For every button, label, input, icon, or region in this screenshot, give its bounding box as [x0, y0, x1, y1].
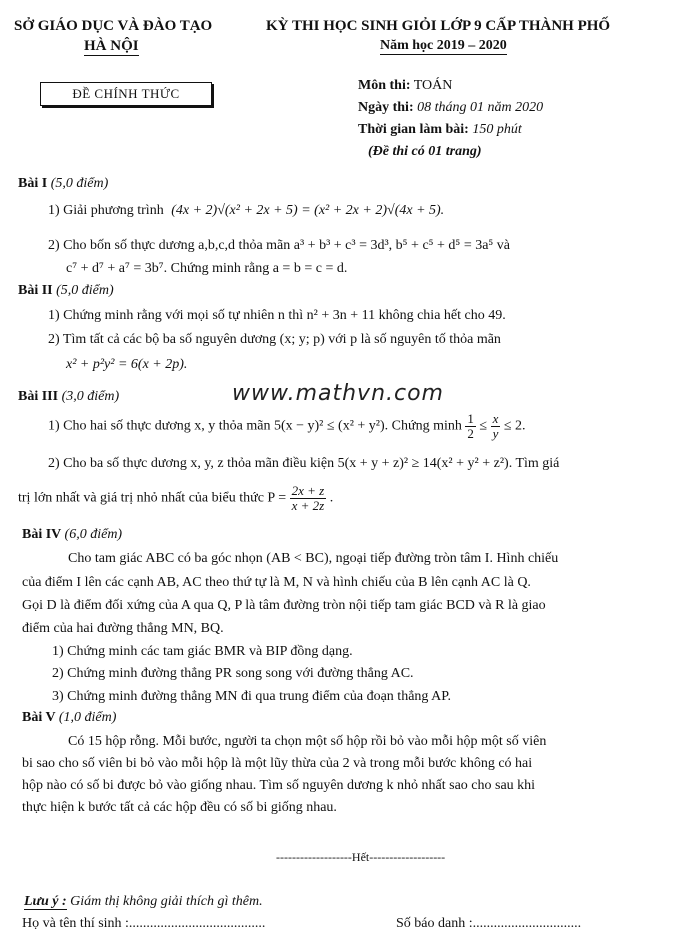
subject-value: TOÁN [413, 78, 453, 93]
date-label: Ngày thi: [358, 100, 414, 115]
section-2-question-1: 1) Chứng minh rằng với mọi số tự nhiên n thì n² + 3n + 11 không chia hết cho 49. [48, 308, 506, 323]
section-5-title: Bài V [22, 710, 56, 725]
fraction-denominator: x + 2z [291, 498, 325, 513]
fraction-denominator: 2 [467, 426, 474, 441]
section-4-title: Bài IV [22, 527, 62, 542]
fraction-denominator: y [492, 426, 499, 441]
note-text: Giám thị không giải thích gì thêm. [70, 894, 263, 909]
section-1-points: (5,0 điểm) [50, 176, 109, 191]
section-5-points: (1,0 điểm) [58, 710, 117, 725]
date-value: 08 tháng 01 năm 2020 [417, 100, 544, 115]
subject-label: Môn thi: [358, 78, 411, 93]
end-mark: -------------------Hết------------------- [276, 850, 446, 864]
school-year: Năm học 2019 – 2020 [380, 38, 507, 53]
section-1-question-2-line-1: 2) Cho bốn số thực dương a,b,c,d thỏa mãn a³ + b³ + c³ = 3d³, b⁵ + c⁵ + d⁵ = 3a⁵ và [48, 238, 511, 253]
time-line [358, 122, 522, 138]
section-2-question-2-line-2: x² + p²y² = 6(x + 2p). [66, 357, 188, 372]
question-1-1-text: 1) Giải phương trình [48, 203, 164, 218]
sentence-end: . [329, 490, 334, 506]
section-5-line-2: bi sao cho số viên bi bỏ vào mỗi hộp là một lũy thừa của 2 và trong mỗi bước không có hai [22, 756, 533, 771]
note-label: Lưu ý : [24, 894, 67, 909]
section-4-question-3: 3) Chứng minh đường thẳng MN đi qua trung điểm của đoạn thẳng AP. [52, 689, 451, 704]
section-5-heading [22, 710, 116, 726]
fraction-numerator: 1 [467, 411, 474, 426]
time-value: 150 phút [472, 122, 522, 137]
fraction-p [290, 484, 327, 513]
section-5-line-3: hộp nào có số bi được bỏ vào giống nhau. Tìm số nguyên dương k nhỏ nhất sao cho sau khi [22, 778, 536, 793]
fraction-one-half [465, 412, 476, 441]
section-1-question-2-line-2: c⁷ + d⁷ + a⁷ = 3b⁷. Chứng minh rằng a = b = c = d. [66, 261, 348, 276]
section-2-question-2-line-1: 2) Tìm tất cả các bộ ba số nguyên dương (x; y; p) với p là số nguyên tố thỏa mãn [48, 332, 501, 347]
section-1-question-1 [48, 203, 444, 219]
section-4-paragraph-line-2: của điểm I lên các cạnh AB, AC theo thứ tự là M, N và hình chiếu của B lên cạnh AC là Q. [22, 575, 531, 590]
exam-title: KỲ THI HỌC SINH GIỎI LỚP 9 CẤP THÀNH PHỐ [266, 18, 611, 34]
section-3-question-1 [48, 412, 526, 441]
watermark: www.mathvn.com [232, 381, 444, 406]
section-4-paragraph-line-3: Gọi D là điểm đối xứng của A qua Q, P là tâm đường tròn nội tiếp tam giác BCD và R là giao [22, 598, 546, 613]
section-3-heading [18, 389, 119, 405]
section-4-paragraph-line-4: điểm của hai đường thẳng MN, BQ. [22, 621, 224, 636]
city-name: HÀ NỘI [84, 38, 139, 54]
official-label: ĐỀ CHÍNH THỨC [72, 86, 180, 101]
date-line [358, 100, 543, 116]
section-5-line-4: thực hiện k bước tất cả các hộp đều có số bi giống nhau. [22, 800, 337, 815]
section-4-heading [22, 527, 122, 543]
section-3-title: Bài III [18, 389, 59, 404]
section-3-question-2-line-1: 2) Cho ba số thực dương x, y, z thỏa mãn điều kiện 5(x + y + z)² ≥ 14(x² + y² + z²). Tìm giá [48, 456, 560, 471]
section-4-paragraph-line-1: Cho tam giác ABC có ba góc nhọn (AB < BC), ngoại tiếp đường tròn tâm I. Hình chiếu [68, 551, 559, 566]
section-2-points: (5,0 điểm) [56, 283, 114, 298]
footer-note [24, 894, 263, 910]
section-1-heading [18, 176, 108, 192]
section-2-heading [18, 283, 114, 299]
section-4-question-2: 2) Chứng minh đường thẳng PR song song với đường thẳng AC. [52, 666, 414, 681]
official-badge [40, 82, 212, 106]
section-4-points: (6,0 điểm) [64, 527, 123, 542]
subject-line [358, 78, 452, 94]
fraction-x-over-y [491, 412, 501, 441]
pages-note: (Đề thi có 01 trang) [368, 144, 482, 159]
question-1-1-math: (4x + 2)√(x² + 2x + 5) = (x² + 2x + 2)√(4x + 5). [171, 203, 445, 218]
inequality-tail: ≤ 2. [503, 418, 526, 434]
fraction-numerator: x [492, 411, 499, 426]
section-4-question-1: 1) Chứng minh các tam giác BMR và BIP đồng dạng. [52, 644, 353, 659]
section-5-line-1: Có 15 hộp rỗng. Mỗi bước, người ta chọn một số hộp rồi bỏ vào mỗi hộp một số viên [68, 734, 547, 749]
section-2-title: Bài II [18, 283, 53, 298]
question-3-2-text: trị lớn nhất và giá trị nhỏ nhất của biểu thức P = [18, 490, 287, 506]
candidate-id-field: Số báo danh :............................... [396, 916, 582, 931]
department-name: SỞ GIÁO DỤC VÀ ĐÀO TẠO [14, 18, 213, 34]
candidate-name-field: Họ và tên thí sinh :....................................... [22, 916, 266, 931]
section-1-title: Bài I [18, 176, 48, 191]
section-3-question-2-line-2 [18, 484, 333, 513]
section-3-points: (3,0 điểm) [61, 389, 120, 404]
time-label: Thời gian làm bài: [358, 122, 469, 137]
inequality-sign: ≤ [479, 418, 488, 434]
fraction-numerator: 2x + z [291, 483, 325, 498]
question-3-1-text: 1) Cho hai số thực dương x, y thỏa mãn 5(x − y)² ≤ (x² + y²). Chứng minh [48, 418, 462, 434]
